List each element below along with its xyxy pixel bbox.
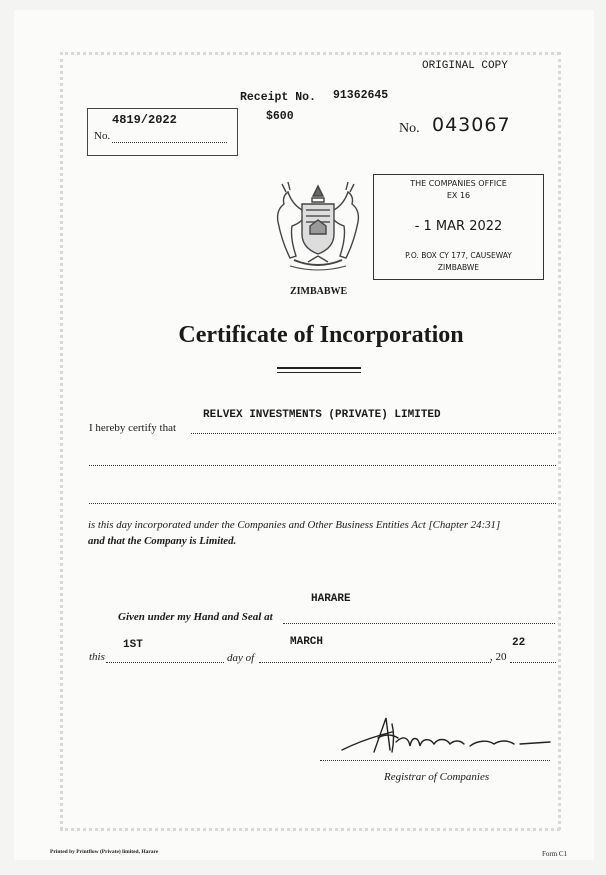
- cert-no-label: No.: [399, 121, 420, 136]
- certify-leader-3: [89, 503, 556, 504]
- registrar-label: Registrar of Companies: [384, 771, 490, 783]
- stamp-address-2: ZIMBABWE: [437, 263, 480, 272]
- left-border: [60, 52, 63, 830]
- certify-leader-2: [89, 465, 556, 466]
- certify-label: I hereby certify that: [89, 422, 177, 434]
- limited-text: and that the Company is Limited.: [88, 535, 237, 547]
- registrar-signature: [338, 712, 554, 762]
- top-border: [60, 52, 560, 55]
- certificate-number: 043067: [432, 114, 511, 136]
- certify-leader-1: [191, 433, 556, 434]
- stamp-office: THE COMPANIES OFFICE: [410, 179, 507, 188]
- file-number: 4819/2022: [112, 113, 177, 127]
- bottom-border: [60, 828, 560, 831]
- right-border: [558, 52, 561, 830]
- title-rule-top: [277, 367, 361, 369]
- page-title: Certificate of Incorporation: [178, 322, 464, 348]
- file-no-label: No.: [94, 130, 111, 142]
- incorporated-text: is this day incorporated under the Companies and Other Business Entities Act [Chapter 24:31]: [88, 519, 501, 531]
- given-leader: [283, 623, 555, 624]
- this-label: this: [89, 651, 105, 663]
- month-leader: [259, 662, 491, 663]
- original-copy-label: ORIGINAL COPY: [422, 60, 508, 72]
- stamp-ex: EX 16: [446, 191, 471, 200]
- emblem-country: ZIMBABWE: [290, 286, 348, 297]
- form-label: Form C1: [542, 850, 568, 858]
- zimbabwe-coat-of-arms-icon: [268, 180, 368, 280]
- year-leader: [510, 662, 556, 663]
- companies-office-stamp: [373, 174, 544, 280]
- title-rule-bottom: [277, 372, 361, 373]
- day-value: 1ST: [123, 639, 143, 651]
- day-leader: [106, 662, 224, 663]
- month-value: MARCH: [290, 636, 324, 648]
- given-label: Given under my Hand and Seal at: [118, 611, 273, 623]
- year-value: 22: [512, 637, 526, 649]
- file-number-box: [87, 108, 238, 156]
- file-no-leader: [112, 142, 227, 143]
- day-of-label: day of: [227, 652, 255, 664]
- signature-line: [320, 760, 550, 761]
- year-prefix: , 20: [490, 651, 507, 663]
- printer-label: Printed by Printflow (Private) limited, Harare: [50, 849, 159, 855]
- receipt-label: Receipt No.: [240, 91, 316, 104]
- receipt-amount: $600: [266, 110, 294, 123]
- stamp-address-1: P.O. BOX CY 177, CAUSEWAY: [405, 251, 512, 260]
- stamp-date: - 1 MAR 2022: [414, 219, 503, 234]
- receipt-number: 91362645: [333, 89, 389, 102]
- place-value: HARARE: [311, 593, 351, 605]
- company-name: RELVEX INVESTMENTS (PRIVATE) LIMITED: [203, 409, 441, 421]
